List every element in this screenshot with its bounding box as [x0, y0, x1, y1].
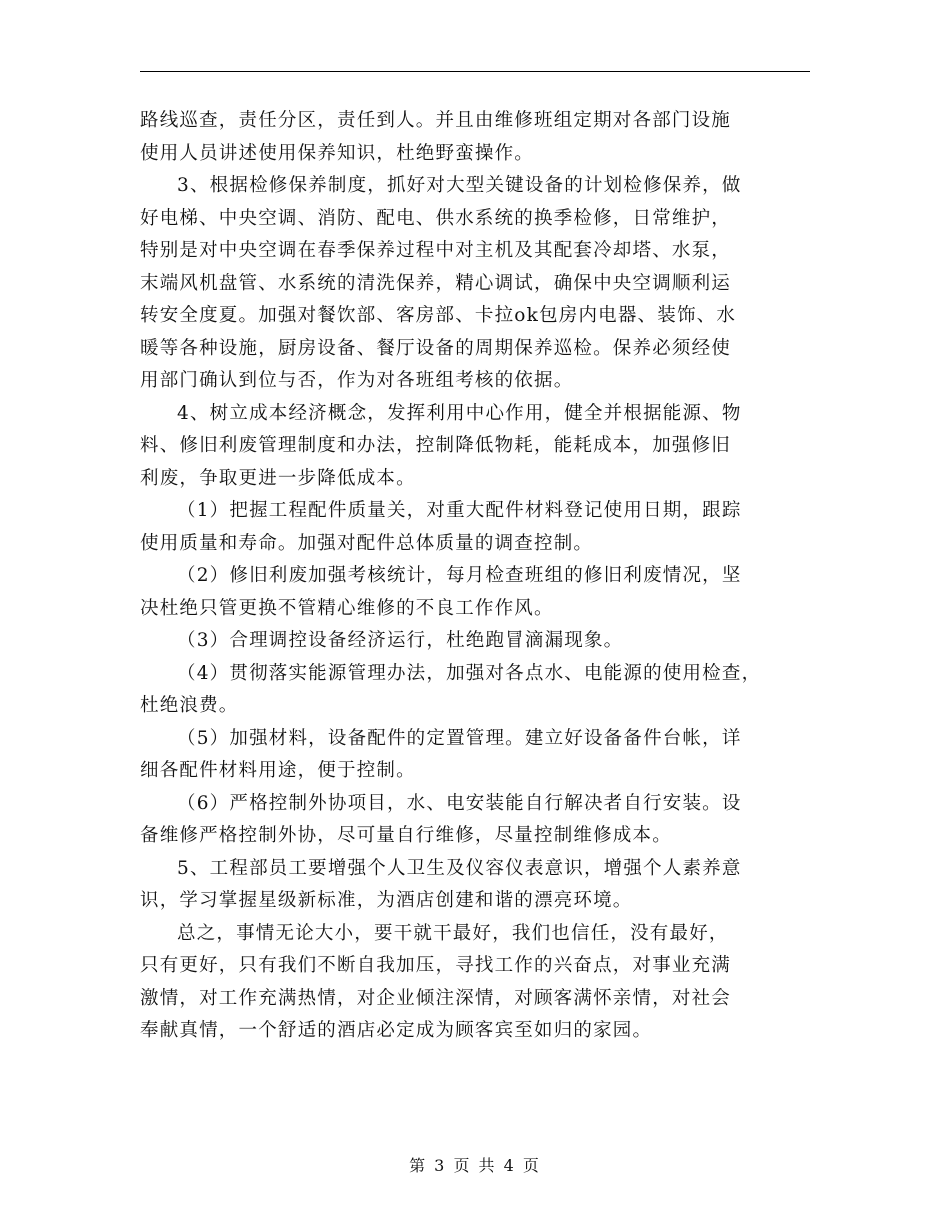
- paragraph: [140, 398, 818, 496]
- text-line: （5）加强材料，设备配件的定置管理。建立好设备备件台帐，详: [177, 727, 742, 749]
- paragraph: [140, 918, 818, 1048]
- paragraph: [140, 495, 818, 560]
- text-line: 总之，事情无论大小，要干就干最好，我们也信任，没有最好，: [177, 922, 729, 944]
- text-line: （2）修旧利废加强考核统计，每月检查班组的修旧利废情况，坚: [177, 565, 742, 586]
- text-line: 决杜绝只管更换不管精心维修的不良工作作风。: [140, 597, 554, 619]
- text-line: 转安全度夏。加强对餐饮部、客房部、卡拉ok包房内电器、装饰、水: [140, 305, 737, 326]
- paragraph: [140, 170, 818, 398]
- text-line: 奉献真情，一个舒适的酒店必定成为顾客宾至如归的家园。: [140, 1020, 653, 1041]
- paragraph: [140, 625, 818, 658]
- document-body: [140, 105, 818, 1048]
- text-line: 细各配件材料用途，便于控制。: [140, 760, 416, 781]
- text-line: 使用人员讲述使用保养知识，杜绝野蛮操作。: [140, 142, 535, 164]
- paragraph: [140, 788, 818, 853]
- text-line: （1）把握工程配件质量关，对重大配件材料登记使用日期，跟踪: [177, 500, 742, 521]
- text-line: 料、修旧利废管理制度和办法，控制降低物耗，能耗成本，加强修旧: [140, 435, 732, 456]
- text-line: 特别是对中央空调在春季保养过程中对主机及其配套冷却塔、水泵，: [140, 240, 732, 261]
- text-line: 只有更好，只有我们不断自我加压，寻找工作的兴奋点，对事业充满: [140, 955, 732, 976]
- text-line: 5、工程部员工要增强个人卫生及仪容仪表意识，增强个人素养意: [177, 857, 742, 879]
- text-line: 使用质量和寿命。加强对配件总体质量的调查控制。: [140, 532, 594, 554]
- paragraph: [140, 658, 818, 723]
- text-line: 暖等各种设施，厨房设备、餐厅设备的周期保养巡检。保养必须经使: [140, 337, 732, 359]
- paragraph: [140, 723, 818, 788]
- text-line: 路线巡查，责任分区，责任到人。并且由维修班组定期对各部门设施: [140, 110, 732, 131]
- text-line: （6）严格控制外协项目，水、电安装能自行解决者自行安装。设: [177, 792, 742, 814]
- text-line: 用部门确认到位与否，作为对各班组考核的依据。: [140, 370, 574, 391]
- text-line: 利废，争取更进一步降低成本。: [140, 467, 416, 489]
- text-line: 3、根据检修保养制度，抓好对大型关键设备的计划检修保养，做: [177, 175, 742, 196]
- header-rule: [140, 71, 810, 72]
- paragraph: [140, 105, 818, 170]
- text-line: 备维修严格控制外协，尽可量自行维修，尽量控制维修成本。: [140, 825, 672, 846]
- paragraph: [140, 560, 818, 625]
- text-line: （3）合理调控设备经济运行，杜绝跑冒滴漏现象。: [177, 630, 624, 651]
- text-line: 杜绝浪费。: [140, 695, 239, 716]
- text-line: 好电梯、中央空调、消防、配电、供水系统的换季检修，日常维护，: [140, 207, 732, 229]
- text-line: 4、树立成本经济概念，发挥利用中心作用，健全并根据能源、物: [177, 402, 742, 424]
- text-line: （4）贯彻落实能源管理办法，加强对各点水、电能源的使用检查，: [177, 662, 762, 684]
- text-line: 激情，对工作充满热情，对企业倾注深情，对顾客满怀亲情，对社会: [140, 987, 732, 1009]
- paragraph: [140, 853, 818, 918]
- text-line: 末端风机盘管、水系统的清洗保养，精心调试，确保中央空调顺利运: [140, 272, 732, 294]
- text-line: 识，学习掌握星级新标准，为酒店创建和谐的漂亮环境。: [140, 890, 633, 911]
- page-footer: 第 3 页 共 4 页: [409, 1156, 541, 1175]
